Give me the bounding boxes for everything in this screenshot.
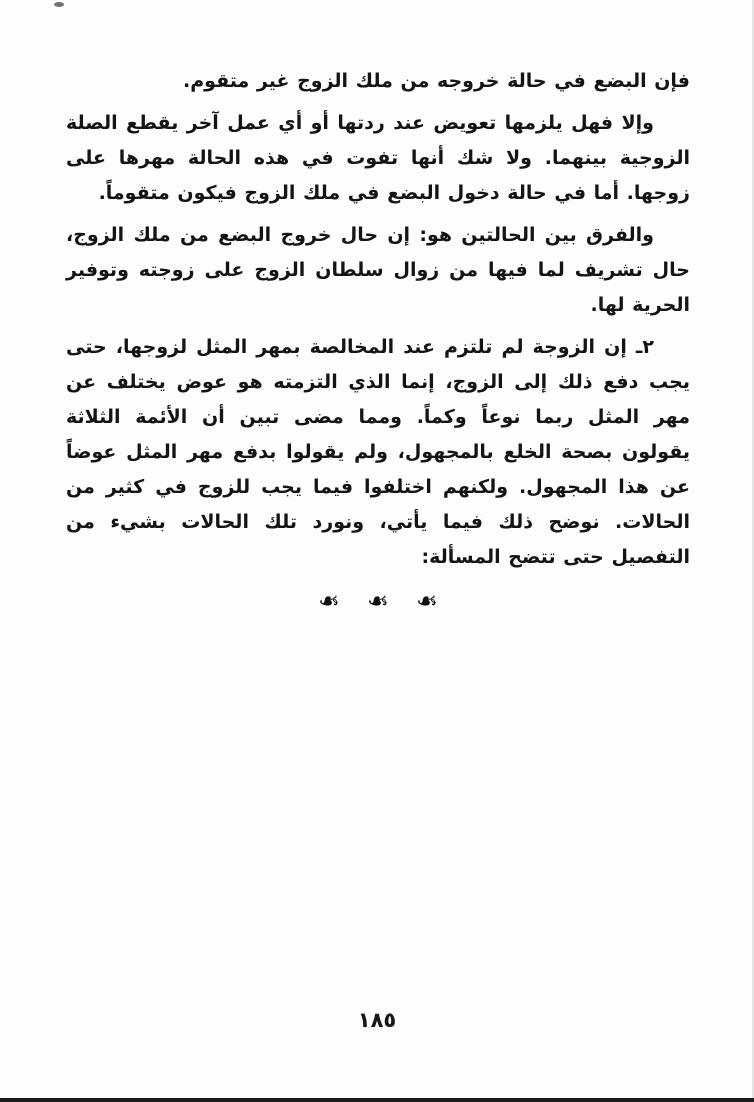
fleuron-icon: ❧ xyxy=(318,587,340,617)
paragraph-continuation: فإن البضع في حالة خروجه من ملك الزوج غير متقوم. xyxy=(183,70,690,92)
scan-bottom-edge-artifact xyxy=(0,1098,754,1102)
paragraph-3: والفرق بين الحالتين هو: إن حال خروج البضع من ملك الزوج، حال تشريف لما فيها من زوال سلطان الزوج على زوجته وتوفير الحرية لها. xyxy=(66,224,690,316)
fleuron-icon: ❧ xyxy=(415,587,438,617)
page-number: ١٨٥ xyxy=(357,1008,397,1032)
fleuron-icon: ❧ xyxy=(367,587,389,617)
scan-speck-artifact xyxy=(54,2,64,7)
page-text-block xyxy=(66,64,690,615)
paragraph-2: وإلا فهل يلزمها تعويض عند ردتها أو أي عمل آخر يقطع الصلة الزوجية بينهما. ولا شك أنها تفوت في هذه الحالة مهرها على زوجها. أما في حالة دخول البضع في ملك الزوج فيكون متقوماً. xyxy=(66,112,690,204)
paragraph-4: ٢ـ إن الزوجة لم تلتزم عند المخالصة بمهر المثل لزوجها، حتى يجب دفع ذلك إلى الزوج، إنما الذي التزمته هو عوض يختلف عن مهر المثل ربما نوعاً وكماً. ومما مضى تبين أن الأئمة الثلاثة يقولون بصحة الخلع بالمجهول، ولم يقولوا بدفع مهر المثل عوضاً عن هذا المجهول. ولكنهم اختلفوا فيما يجب للزوج في كثير من الحالات. نوضح ذلك فيما يأتي، ونورد تلك الحالات بشيء من التفصيل حتى تتضح المسألة: xyxy=(66,336,690,568)
ornament-row xyxy=(66,589,690,615)
